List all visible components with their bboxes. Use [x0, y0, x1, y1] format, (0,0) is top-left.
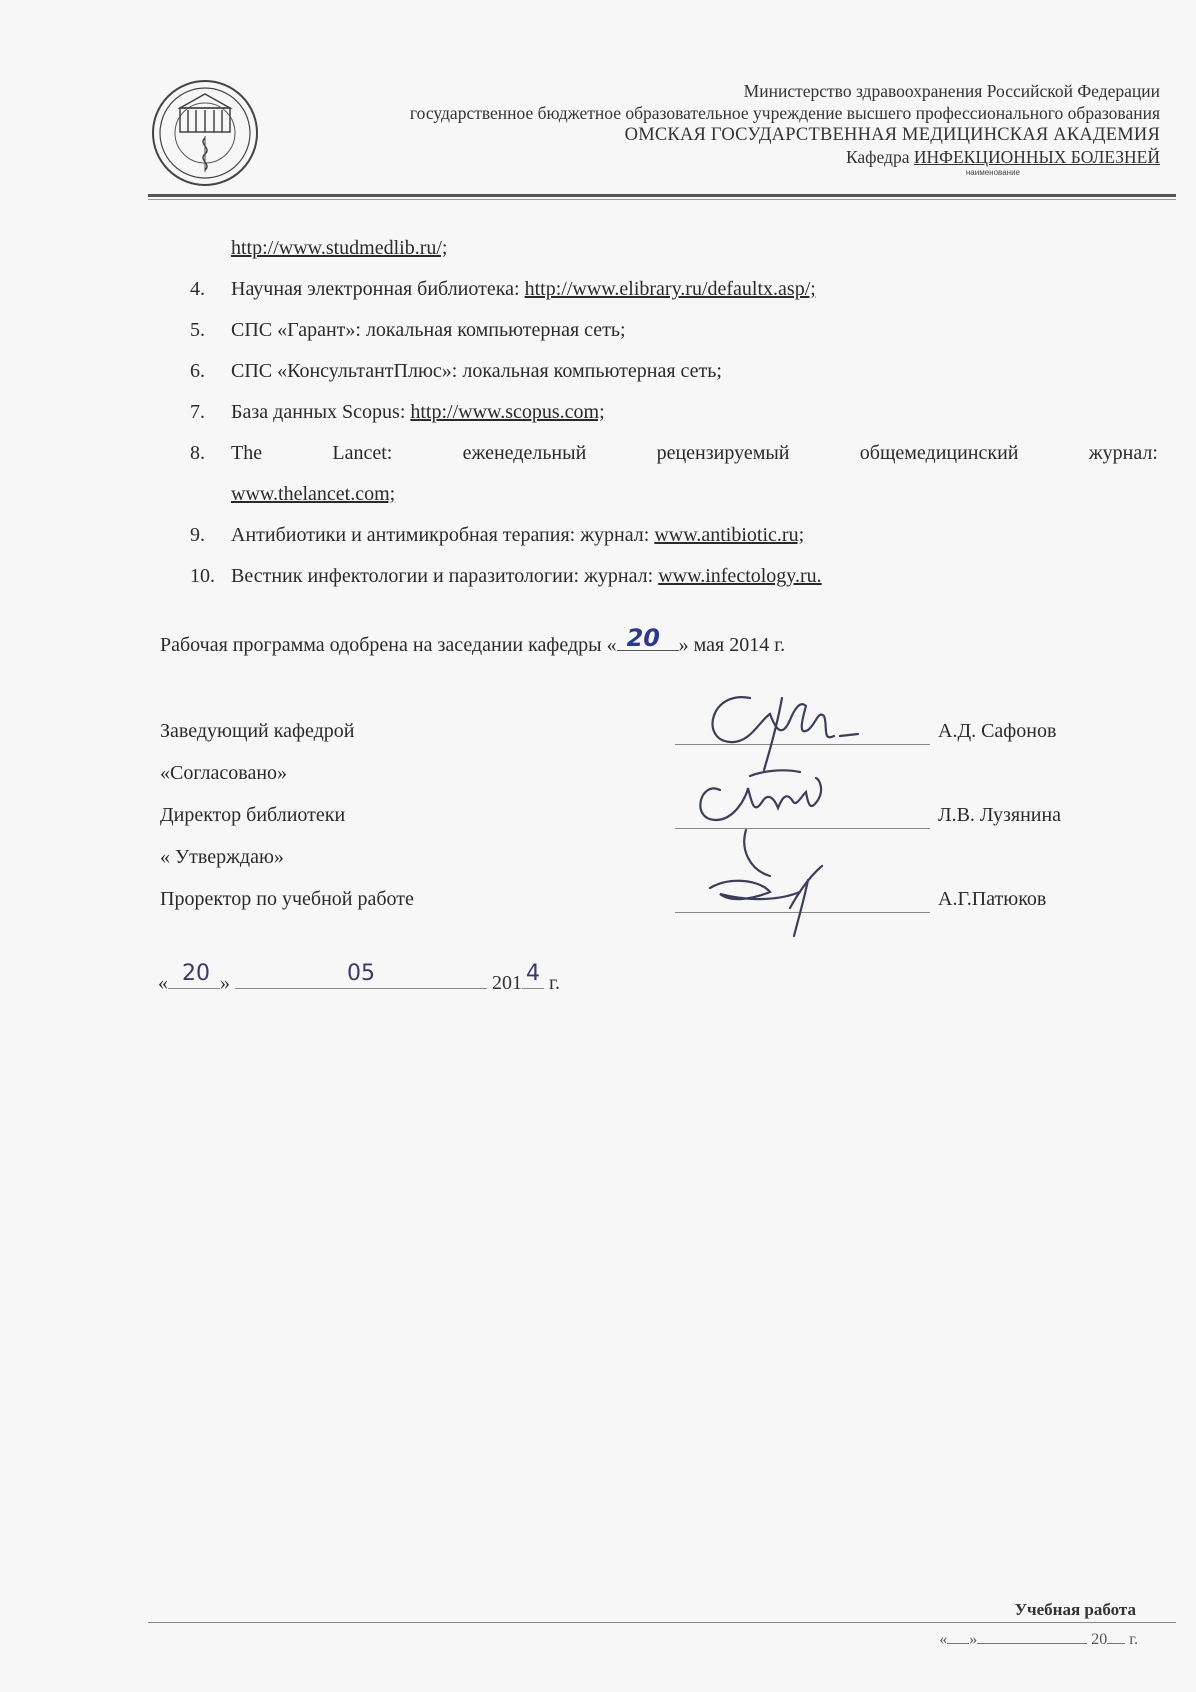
resource-list [190, 228, 1158, 597]
department-prefix: Кафедра [845, 147, 910, 167]
list-item-link[interactable]: http://www.scopus.com; [410, 401, 605, 423]
list-item-text: Научная электронная библиотека: [231, 278, 525, 300]
date-day-field [168, 961, 220, 989]
signature-name: А.Д. Сафонов [938, 720, 1057, 742]
list-item-link[interactable]: http://www.elibrary.ru/defaultx.asp/; [524, 278, 816, 300]
list-item-text: База данных Scopus: [231, 401, 411, 423]
signature-role: Проректор по учебной работе [160, 888, 414, 910]
list-item-number: 5. [190, 319, 205, 341]
list-item [190, 310, 1158, 351]
approval-day-handwritten: 20 [626, 624, 660, 652]
ministry-name: Министерство здравоохранения Российской Федерации [743, 81, 1160, 101]
list-item-number: 6. [190, 360, 205, 382]
list-item [190, 474, 1158, 515]
list-item-text: Вестник инфектологии и паразитологии: журнал: [231, 565, 659, 587]
approval-day-field [617, 624, 679, 652]
signature-role: Заведующий кафедрой [160, 720, 355, 742]
department-name: ИНФЕКЦИОННЫХ БОЛЕЗНЕЙ [913, 147, 1160, 167]
footer-month-field [977, 1627, 1087, 1644]
list-item [190, 556, 1158, 597]
handwritten-signatures-icon [690, 680, 910, 940]
list-item-number: 4. [190, 278, 205, 300]
list-item-link[interactable]: www.antibiotic.ru; [654, 524, 805, 546]
list-item [190, 269, 1158, 310]
document-header [260, 80, 1160, 177]
department-line [260, 146, 1160, 168]
list-item-number: 7. [190, 401, 205, 423]
signature-name: Л.В. Лузянина [938, 804, 1062, 826]
list-item-text: The Lancet: еженедельный рецензируемый общемедицинский журнал: [231, 442, 1158, 464]
list-item-text: СПС «Гарант»: локальная компьютерная сеть; [231, 319, 626, 341]
footer-divider [148, 1622, 1176, 1623]
footer-day-field [947, 1627, 969, 1644]
list-item-number: 9. [190, 524, 205, 546]
list-item [190, 228, 1158, 269]
date-year-handwritten: 4 [526, 961, 540, 986]
list-item [190, 351, 1158, 392]
footer-date-line: « » 20 г. [939, 1627, 1138, 1649]
department-caption: наименование [965, 168, 1020, 177]
signature-name: А.Г.Патюков [938, 888, 1047, 910]
header-divider-thin [148, 199, 1176, 200]
signature-role: «Согласовано» [160, 762, 288, 784]
date-month-handwritten: 05 [347, 961, 375, 986]
list-item-link[interactable]: www.thelancet.com; [231, 483, 396, 505]
approval-statement: Рабочая программа одобрена на заседании кафедры « 20 » мая 2014 г. [160, 624, 786, 656]
list-item-text: Антибиотики и антимикробная терапия: журнал: [231, 524, 655, 546]
list-item-link[interactable]: www.infectology.ru. [658, 565, 822, 587]
signature-date-line: « 20 » 05 201 4 г. [158, 961, 560, 994]
date-day-handwritten: 20 [182, 961, 210, 986]
footer-title: Учебная работа [1014, 1600, 1136, 1619]
academy-seal-icon [150, 78, 260, 188]
list-item [190, 392, 1158, 433]
list-item [190, 433, 1158, 474]
list-item-link[interactable]: http://www.studmedlib.ru/; [231, 237, 448, 259]
signature-role: Директор библиотеки [160, 804, 346, 826]
list-item-number: 10. [190, 565, 215, 587]
list-item-number: 8. [190, 442, 205, 464]
footer-year-field [1107, 1627, 1125, 1644]
header-divider [148, 194, 1176, 197]
date-year-field [522, 961, 544, 989]
list-item [190, 515, 1158, 556]
institution-name: государственное бюджетное образовательное учреждение высшего профессионального образования [409, 103, 1160, 123]
academy-name: ОМСКАЯ ГОСУДАРСТВЕННАЯ МЕДИЦИНСКАЯ АКАДЕМИЯ [624, 125, 1160, 145]
list-item-text: СПС «КонсультантПлюс»: локальная компьютерная сеть; [231, 360, 722, 382]
signature-role: « Утверждаю» [160, 846, 284, 868]
